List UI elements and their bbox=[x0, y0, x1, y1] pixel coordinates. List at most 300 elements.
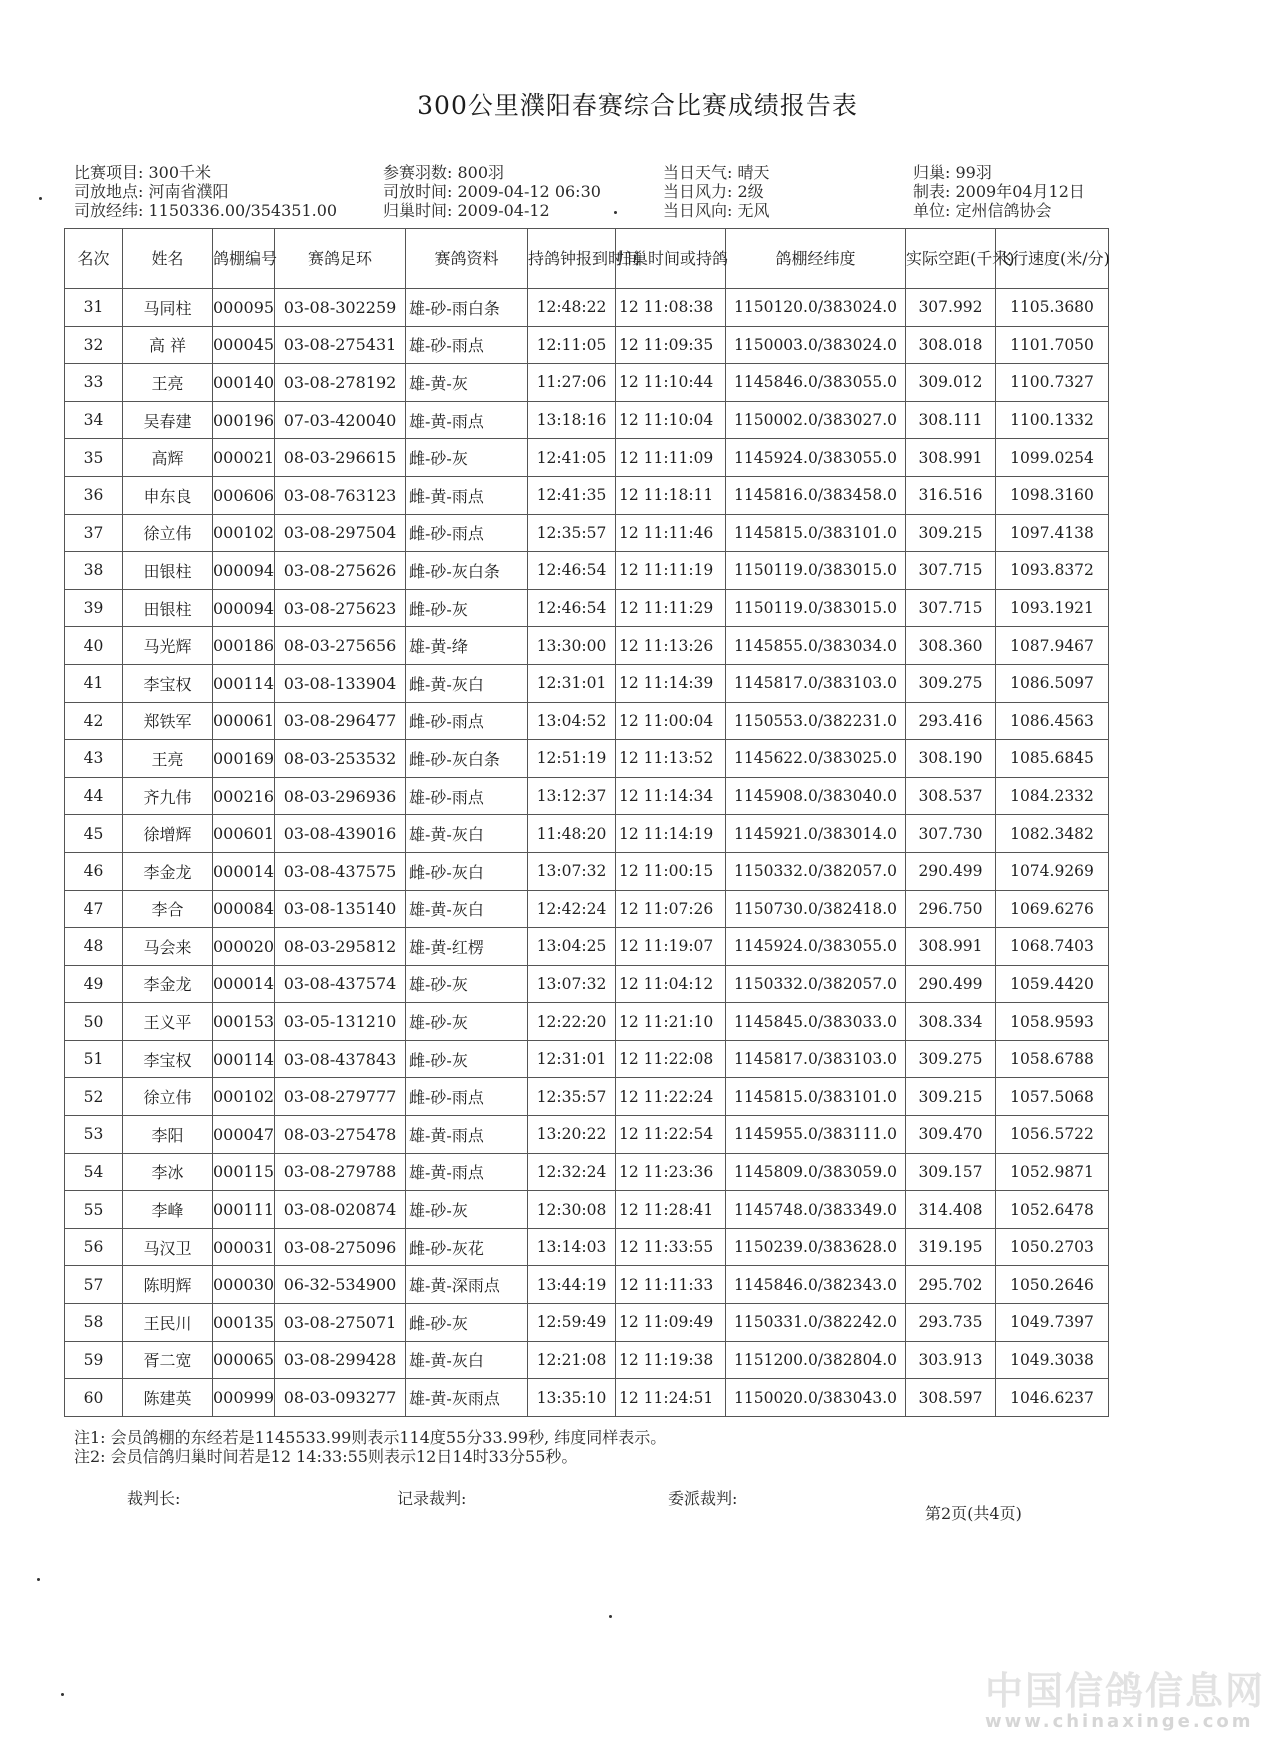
cell-loft-no: 000084 bbox=[213, 890, 275, 928]
cell-arrival: 12 11:22:24 bbox=[616, 1078, 726, 1116]
cell-rank: 50 bbox=[65, 1003, 123, 1041]
cell-speed: 1097.4138 bbox=[996, 514, 1109, 552]
cell-bird-info: 雌-砂-灰白 bbox=[406, 852, 528, 890]
cell-loft-no: 000153 bbox=[213, 1003, 275, 1041]
cell-name: 齐九伟 bbox=[123, 777, 213, 815]
cell-speed: 1100.7327 bbox=[996, 364, 1109, 402]
cell-rank: 47 bbox=[65, 890, 123, 928]
cell-distance: 309.215 bbox=[906, 1078, 996, 1116]
cell-coords: 1150119.0/383015.0 bbox=[726, 589, 906, 627]
cell-clock-time: 12:11:05 bbox=[528, 326, 616, 364]
cell-name: 陈建英 bbox=[123, 1379, 213, 1417]
table-row bbox=[65, 589, 1109, 627]
table-row bbox=[65, 1153, 1109, 1191]
header-ring: 赛鸽足环 bbox=[275, 229, 406, 289]
table-row bbox=[65, 1040, 1109, 1078]
cell-bird-info: 雄-黄-雨点 bbox=[406, 1153, 528, 1191]
cell-clock-time: 13:04:25 bbox=[528, 928, 616, 966]
cell-name: 李宝权 bbox=[123, 1040, 213, 1078]
cell-arrival: 12 11:22:08 bbox=[616, 1040, 726, 1078]
cell-clock-time: 12:46:54 bbox=[528, 552, 616, 590]
sign-chief-referee: 裁判长: bbox=[127, 1489, 181, 1508]
cell-clock-time: 13:04:52 bbox=[528, 702, 616, 740]
table-body bbox=[65, 289, 1109, 1417]
cell-loft-no: 000169 bbox=[213, 740, 275, 778]
header-clock-time: 持鸽钟报到时间 bbox=[528, 229, 616, 289]
cell-distance: 308.111 bbox=[906, 401, 996, 439]
sign-assigned-referee: 委派裁判: bbox=[668, 1489, 738, 1508]
cell-name: 马同柱 bbox=[123, 289, 213, 327]
cell-arrival: 12 11:28:41 bbox=[616, 1191, 726, 1229]
cell-speed: 1050.2646 bbox=[996, 1266, 1109, 1304]
info-wind-force: 当日风力: 2级 bbox=[663, 182, 764, 201]
cell-loft-no: 000186 bbox=[213, 627, 275, 665]
cell-clock-time: 13:18:16 bbox=[528, 401, 616, 439]
cell-clock-time: 12:51:19 bbox=[528, 740, 616, 778]
cell-name: 高辉 bbox=[123, 439, 213, 477]
cell-coords: 1145748.0/383349.0 bbox=[726, 1191, 906, 1229]
watermark-name: 中国信鸽信息网 bbox=[985, 1669, 1266, 1713]
cell-bird-info: 雌-砂-灰 bbox=[406, 589, 528, 627]
cell-distance: 316.516 bbox=[906, 476, 996, 514]
cell-name: 李金龙 bbox=[123, 965, 213, 1003]
cell-arrival: 12 11:04:12 bbox=[616, 965, 726, 1003]
cell-name: 徐立伟 bbox=[123, 514, 213, 552]
cell-coords: 1145924.0/383055.0 bbox=[726, 439, 906, 477]
table-row bbox=[65, 740, 1109, 778]
table-row bbox=[65, 965, 1109, 1003]
cell-speed: 1085.6845 bbox=[996, 740, 1109, 778]
table-row bbox=[65, 1228, 1109, 1266]
cell-ring: 03-08-279788 bbox=[275, 1153, 406, 1191]
cell-coords: 1150331.0/382242.0 bbox=[726, 1304, 906, 1342]
cell-ring: 03-08-275431 bbox=[275, 326, 406, 364]
cell-name: 马汉卫 bbox=[123, 1228, 213, 1266]
cell-clock-time: 13:35:10 bbox=[528, 1379, 616, 1417]
cell-loft-no: 000094 bbox=[213, 552, 275, 590]
cell-coords: 1150730.0/382418.0 bbox=[726, 890, 906, 928]
cell-arrival: 12 11:14:19 bbox=[616, 815, 726, 853]
cell-clock-time: 12:41:35 bbox=[528, 476, 616, 514]
cell-rank: 38 bbox=[65, 552, 123, 590]
table-row bbox=[65, 439, 1109, 477]
table-row bbox=[65, 1379, 1109, 1417]
cell-loft-no: 000115 bbox=[213, 1153, 275, 1191]
cell-coords: 1150003.0/383024.0 bbox=[726, 326, 906, 364]
cell-rank: 45 bbox=[65, 815, 123, 853]
cell-clock-time: 12:32:24 bbox=[528, 1153, 616, 1191]
header-bird-info: 赛鸽资料 bbox=[406, 229, 528, 289]
cell-name: 胥二宽 bbox=[123, 1341, 213, 1379]
cell-name: 李冰 bbox=[123, 1153, 213, 1191]
cell-speed: 1099.0254 bbox=[996, 439, 1109, 477]
cell-speed: 1050.2703 bbox=[996, 1228, 1109, 1266]
scan-speck bbox=[37, 1578, 40, 1581]
cell-clock-time: 12:46:54 bbox=[528, 589, 616, 627]
cell-clock-time: 12:35:57 bbox=[528, 514, 616, 552]
cell-distance: 307.730 bbox=[906, 815, 996, 853]
cell-bird-info: 雄-砂-雨点 bbox=[406, 326, 528, 364]
table-header-row bbox=[65, 229, 1109, 289]
cell-bird-info: 雌-砂-雨点 bbox=[406, 702, 528, 740]
cell-name: 吴春建 bbox=[123, 401, 213, 439]
cell-speed: 1098.3160 bbox=[996, 476, 1109, 514]
cell-ring: 03-08-275623 bbox=[275, 589, 406, 627]
cell-ring: 03-08-299428 bbox=[275, 1341, 406, 1379]
cell-arrival: 12 11:22:54 bbox=[616, 1116, 726, 1154]
cell-distance: 314.408 bbox=[906, 1191, 996, 1229]
cell-loft-no: 000606 bbox=[213, 476, 275, 514]
info-column-2 bbox=[383, 163, 601, 220]
cell-bird-info: 雌-砂-灰白条 bbox=[406, 740, 528, 778]
cell-clock-time: 13:07:32 bbox=[528, 852, 616, 890]
cell-arrival: 12 11:11:19 bbox=[616, 552, 726, 590]
cell-loft-no: 000111 bbox=[213, 1191, 275, 1229]
cell-distance: 293.416 bbox=[906, 702, 996, 740]
cell-name: 李金龙 bbox=[123, 852, 213, 890]
cell-rank: 60 bbox=[65, 1379, 123, 1417]
cell-speed: 1069.6276 bbox=[996, 890, 1109, 928]
cell-loft-no: 000014 bbox=[213, 965, 275, 1003]
cell-bird-info: 雄-黄-灰 bbox=[406, 364, 528, 402]
cell-speed: 1059.4420 bbox=[996, 965, 1109, 1003]
cell-ring: 03-08-279777 bbox=[275, 1078, 406, 1116]
cell-distance: 296.750 bbox=[906, 890, 996, 928]
cell-name: 陈明辉 bbox=[123, 1266, 213, 1304]
cell-arrival: 12 11:11:33 bbox=[616, 1266, 726, 1304]
info-column-4 bbox=[913, 163, 1085, 220]
cell-bird-info: 雌-砂-灰 bbox=[406, 1304, 528, 1342]
cell-distance: 308.190 bbox=[906, 740, 996, 778]
table-row bbox=[65, 476, 1109, 514]
cell-speed: 1046.6237 bbox=[996, 1379, 1109, 1417]
cell-arrival: 12 11:13:52 bbox=[616, 740, 726, 778]
cell-distance: 293.735 bbox=[906, 1304, 996, 1342]
cell-rank: 35 bbox=[65, 439, 123, 477]
cell-bird-info: 雌-黄-雨点 bbox=[406, 476, 528, 514]
cell-name: 李宝权 bbox=[123, 664, 213, 702]
cell-ring: 03-08-763123 bbox=[275, 476, 406, 514]
cell-bird-info: 雄-黄-红楞 bbox=[406, 928, 528, 966]
header-loft-no: 鸽棚编号 bbox=[213, 229, 275, 289]
table-row bbox=[65, 1078, 1109, 1116]
cell-bird-info: 雌-砂-灰白条 bbox=[406, 552, 528, 590]
cell-coords: 1145817.0/383103.0 bbox=[726, 664, 906, 702]
cell-speed: 1056.5722 bbox=[996, 1116, 1109, 1154]
cell-distance: 308.360 bbox=[906, 627, 996, 665]
cell-speed: 1052.6478 bbox=[996, 1191, 1109, 1229]
cell-distance: 307.715 bbox=[906, 552, 996, 590]
cell-coords: 1145921.0/383014.0 bbox=[726, 815, 906, 853]
cell-ring: 03-08-275071 bbox=[275, 1304, 406, 1342]
cell-name: 李峰 bbox=[123, 1191, 213, 1229]
cell-speed: 1093.8372 bbox=[996, 552, 1109, 590]
cell-coords: 1150332.0/382057.0 bbox=[726, 965, 906, 1003]
cell-ring: 03-08-020874 bbox=[275, 1191, 406, 1229]
cell-speed: 1049.7397 bbox=[996, 1304, 1109, 1342]
cell-coords: 1150553.0/382231.0 bbox=[726, 702, 906, 740]
page-number: 第2页(共4页) bbox=[925, 1504, 1022, 1523]
cell-clock-time: 13:44:19 bbox=[528, 1266, 616, 1304]
table-row bbox=[65, 928, 1109, 966]
cell-speed: 1058.6788 bbox=[996, 1040, 1109, 1078]
cell-ring: 08-03-296615 bbox=[275, 439, 406, 477]
cell-loft-no: 000102 bbox=[213, 1078, 275, 1116]
table-row bbox=[65, 552, 1109, 590]
cell-distance: 319.195 bbox=[906, 1228, 996, 1266]
cell-name: 田银柱 bbox=[123, 589, 213, 627]
cell-bird-info: 雄-黄-灰白 bbox=[406, 890, 528, 928]
cell-ring: 03-08-278192 bbox=[275, 364, 406, 402]
cell-arrival: 12 11:09:35 bbox=[616, 326, 726, 364]
cell-speed: 1105.3680 bbox=[996, 289, 1109, 327]
cell-ring: 03-08-439016 bbox=[275, 815, 406, 853]
table-row bbox=[65, 815, 1109, 853]
cell-bird-info: 雌-砂-灰花 bbox=[406, 1228, 528, 1266]
cell-distance: 309.157 bbox=[906, 1153, 996, 1191]
cell-coords: 1145846.0/382343.0 bbox=[726, 1266, 906, 1304]
cell-coords: 1145855.0/383034.0 bbox=[726, 627, 906, 665]
table-row bbox=[65, 1116, 1109, 1154]
table-row bbox=[65, 890, 1109, 928]
cell-loft-no: 000601 bbox=[213, 815, 275, 853]
cell-distance: 309.012 bbox=[906, 364, 996, 402]
cell-loft-no: 000094 bbox=[213, 589, 275, 627]
table-row bbox=[65, 364, 1109, 402]
cell-loft-no: 000047 bbox=[213, 1116, 275, 1154]
cell-coords: 1145815.0/383101.0 bbox=[726, 514, 906, 552]
cell-rank: 46 bbox=[65, 852, 123, 890]
cell-distance: 309.275 bbox=[906, 664, 996, 702]
cell-name: 马会来 bbox=[123, 928, 213, 966]
table-row bbox=[65, 1003, 1109, 1041]
table-row bbox=[65, 777, 1109, 815]
cell-bird-info: 雄-黄-绛 bbox=[406, 627, 528, 665]
cell-name: 徐增辉 bbox=[123, 815, 213, 853]
info-organization: 单位: 定州信鸽协会 bbox=[913, 201, 1052, 220]
cell-name: 王亮 bbox=[123, 364, 213, 402]
cell-rank: 54 bbox=[65, 1153, 123, 1191]
cell-clock-time: 12:21:08 bbox=[528, 1341, 616, 1379]
info-release-place: 司放地点: 河南省濮阳 bbox=[74, 182, 229, 201]
cell-loft-no: 000140 bbox=[213, 364, 275, 402]
cell-rank: 49 bbox=[65, 965, 123, 1003]
cell-rank: 31 bbox=[65, 289, 123, 327]
note-1: 注1: 会员鸽棚的东经若是1145533.99则表示114度55分33.99秒, 纬度同样表示。 bbox=[74, 1428, 667, 1447]
table-row bbox=[65, 401, 1109, 439]
cell-coords: 1150002.0/383027.0 bbox=[726, 401, 906, 439]
cell-speed: 1074.9269 bbox=[996, 852, 1109, 890]
cell-clock-time: 12:35:57 bbox=[528, 1078, 616, 1116]
cell-rank: 52 bbox=[65, 1078, 123, 1116]
cell-loft-no: 000114 bbox=[213, 664, 275, 702]
cell-clock-time: 11:48:20 bbox=[528, 815, 616, 853]
cell-arrival: 12 11:10:04 bbox=[616, 401, 726, 439]
cell-coords: 1145845.0/383033.0 bbox=[726, 1003, 906, 1041]
table-row bbox=[65, 1341, 1109, 1379]
cell-bird-info: 雌-砂-雨点 bbox=[406, 1078, 528, 1116]
header-speed: 飞行速度(米/分) bbox=[996, 229, 1109, 289]
cell-rank: 32 bbox=[65, 326, 123, 364]
cell-rank: 39 bbox=[65, 589, 123, 627]
cell-name: 申东良 bbox=[123, 476, 213, 514]
cell-speed: 1086.5097 bbox=[996, 664, 1109, 702]
cell-rank: 48 bbox=[65, 928, 123, 966]
cell-clock-time: 12:48:22 bbox=[528, 289, 616, 327]
table-row bbox=[65, 1304, 1109, 1342]
cell-ring: 08-03-093277 bbox=[275, 1379, 406, 1417]
sign-recording-referee: 记录裁判: bbox=[397, 1489, 467, 1508]
cell-rank: 58 bbox=[65, 1304, 123, 1342]
cell-ring: 03-08-437574 bbox=[275, 965, 406, 1003]
cell-bird-info: 雌-黄-灰白 bbox=[406, 664, 528, 702]
cell-loft-no: 000020 bbox=[213, 928, 275, 966]
info-column-1 bbox=[74, 163, 337, 220]
cell-loft-no: 000065 bbox=[213, 1341, 275, 1379]
cell-coords: 1151200.0/382804.0 bbox=[726, 1341, 906, 1379]
notes bbox=[74, 1428, 666, 1466]
cell-coords: 1150119.0/383015.0 bbox=[726, 552, 906, 590]
cell-distance: 308.537 bbox=[906, 777, 996, 815]
cell-ring: 03-08-133904 bbox=[275, 664, 406, 702]
cell-bird-info: 雌-砂-灰 bbox=[406, 439, 528, 477]
table-row bbox=[65, 514, 1109, 552]
cell-name: 王民川 bbox=[123, 1304, 213, 1342]
header-name: 姓名 bbox=[123, 229, 213, 289]
info-wind-direction: 当日风向: 无风 bbox=[663, 201, 770, 220]
cell-speed: 1052.9871 bbox=[996, 1153, 1109, 1191]
cell-clock-time: 13:07:32 bbox=[528, 965, 616, 1003]
cell-ring: 07-03-420040 bbox=[275, 401, 406, 439]
cell-rank: 43 bbox=[65, 740, 123, 778]
cell-ring: 08-03-275656 bbox=[275, 627, 406, 665]
cell-distance: 303.913 bbox=[906, 1341, 996, 1379]
cell-arrival: 12 11:00:15 bbox=[616, 852, 726, 890]
cell-loft-no: 000021 bbox=[213, 439, 275, 477]
cell-distance: 308.018 bbox=[906, 326, 996, 364]
cell-ring: 03-08-302259 bbox=[275, 289, 406, 327]
cell-clock-time: 12:30:08 bbox=[528, 1191, 616, 1229]
cell-rank: 40 bbox=[65, 627, 123, 665]
cell-ring: 08-03-275478 bbox=[275, 1116, 406, 1154]
cell-arrival: 12 11:11:29 bbox=[616, 589, 726, 627]
cell-distance: 295.702 bbox=[906, 1266, 996, 1304]
cell-distance: 308.991 bbox=[906, 439, 996, 477]
report-title: 300公里濮阳春赛综合比赛成绩报告表 bbox=[417, 91, 858, 120]
cell-loft-no: 000061 bbox=[213, 702, 275, 740]
cell-ring: 03-08-296477 bbox=[275, 702, 406, 740]
cell-speed: 1101.7050 bbox=[996, 326, 1109, 364]
cell-name: 王义平 bbox=[123, 1003, 213, 1041]
cell-ring: 03-05-131210 bbox=[275, 1003, 406, 1041]
table-row bbox=[65, 702, 1109, 740]
cell-speed: 1068.7403 bbox=[996, 928, 1109, 966]
cell-arrival: 12 11:24:51 bbox=[616, 1379, 726, 1417]
cell-ring: 08-03-253532 bbox=[275, 740, 406, 778]
cell-arrival: 12 11:07:26 bbox=[616, 890, 726, 928]
cell-clock-time: 12:41:05 bbox=[528, 439, 616, 477]
cell-name: 王亮 bbox=[123, 740, 213, 778]
cell-speed: 1086.4563 bbox=[996, 702, 1109, 740]
table-row bbox=[65, 289, 1109, 327]
scan-speck bbox=[609, 1615, 612, 1618]
cell-loft-no: 000216 bbox=[213, 777, 275, 815]
cell-clock-time: 11:27:06 bbox=[528, 364, 616, 402]
cell-name: 徐立伟 bbox=[123, 1078, 213, 1116]
cell-arrival: 12 11:19:38 bbox=[616, 1341, 726, 1379]
cell-distance: 290.499 bbox=[906, 965, 996, 1003]
cell-bird-info: 雄-黄-灰白 bbox=[406, 815, 528, 853]
cell-bird-info: 雌-砂-灰 bbox=[406, 1040, 528, 1078]
info-return-time: 归巢时间: 2009-04-12 bbox=[383, 201, 550, 220]
cell-ring: 08-03-295812 bbox=[275, 928, 406, 966]
cell-speed: 1100.1332 bbox=[996, 401, 1109, 439]
cell-bird-info: 雄-黄-灰白 bbox=[406, 1341, 528, 1379]
cell-distance: 307.715 bbox=[906, 589, 996, 627]
cell-coords: 1145846.0/383055.0 bbox=[726, 364, 906, 402]
header-distance: 实际空距(千米) bbox=[906, 229, 996, 289]
cell-loft-no: 000014 bbox=[213, 852, 275, 890]
cell-arrival: 12 11:11:46 bbox=[616, 514, 726, 552]
cell-bird-info: 雄-砂-灰 bbox=[406, 1003, 528, 1041]
cell-coords: 1145924.0/383055.0 bbox=[726, 928, 906, 966]
cell-speed: 1093.1921 bbox=[996, 589, 1109, 627]
cell-name: 李阳 bbox=[123, 1116, 213, 1154]
cell-name: 马光辉 bbox=[123, 627, 213, 665]
cell-coords: 1145955.0/383111.0 bbox=[726, 1116, 906, 1154]
cell-loft-no: 000114 bbox=[213, 1040, 275, 1078]
cell-clock-time: 13:30:00 bbox=[528, 627, 616, 665]
cell-rank: 53 bbox=[65, 1116, 123, 1154]
cell-distance: 290.499 bbox=[906, 852, 996, 890]
cell-distance: 308.991 bbox=[906, 928, 996, 966]
table-row bbox=[65, 852, 1109, 890]
cell-loft-no: 000102 bbox=[213, 514, 275, 552]
cell-ring: 06-32-534900 bbox=[275, 1266, 406, 1304]
cell-distance: 309.470 bbox=[906, 1116, 996, 1154]
table-row bbox=[65, 1191, 1109, 1229]
cell-arrival: 12 11:14:34 bbox=[616, 777, 726, 815]
cell-rank: 44 bbox=[65, 777, 123, 815]
cell-speed: 1087.9467 bbox=[996, 627, 1109, 665]
cell-coords: 1145908.0/383040.0 bbox=[726, 777, 906, 815]
cell-arrival: 12 11:11:09 bbox=[616, 439, 726, 477]
cell-speed: 1049.3038 bbox=[996, 1341, 1109, 1379]
table-row bbox=[65, 1266, 1109, 1304]
cell-arrival: 12 11:19:07 bbox=[616, 928, 726, 966]
cell-arrival: 12 11:14:39 bbox=[616, 664, 726, 702]
cell-coords: 1145817.0/383103.0 bbox=[726, 1040, 906, 1078]
cell-ring: 03-08-135140 bbox=[275, 890, 406, 928]
info-entries: 参赛羽数: 800羽 bbox=[383, 163, 505, 182]
info-release-time: 司放时间: 2009-04-12 06:30 bbox=[383, 182, 601, 201]
cell-loft-no: 000196 bbox=[213, 401, 275, 439]
cell-coords: 1145816.0/383458.0 bbox=[726, 476, 906, 514]
cell-rank: 56 bbox=[65, 1228, 123, 1266]
cell-coords: 1150239.0/383628.0 bbox=[726, 1228, 906, 1266]
cell-name: 田银柱 bbox=[123, 552, 213, 590]
cell-coords: 1150332.0/382057.0 bbox=[726, 852, 906, 890]
cell-bird-info: 雄-砂-雨点 bbox=[406, 777, 528, 815]
info-prepared-date: 制表: 2009年04月12日 bbox=[913, 182, 1085, 201]
cell-loft-no: 000031 bbox=[213, 1228, 275, 1266]
cell-rank: 51 bbox=[65, 1040, 123, 1078]
cell-rank: 37 bbox=[65, 514, 123, 552]
cell-distance: 308.597 bbox=[906, 1379, 996, 1417]
cell-loft-no: 000095 bbox=[213, 289, 275, 327]
cell-speed: 1084.2332 bbox=[996, 777, 1109, 815]
scan-speck bbox=[39, 197, 42, 200]
